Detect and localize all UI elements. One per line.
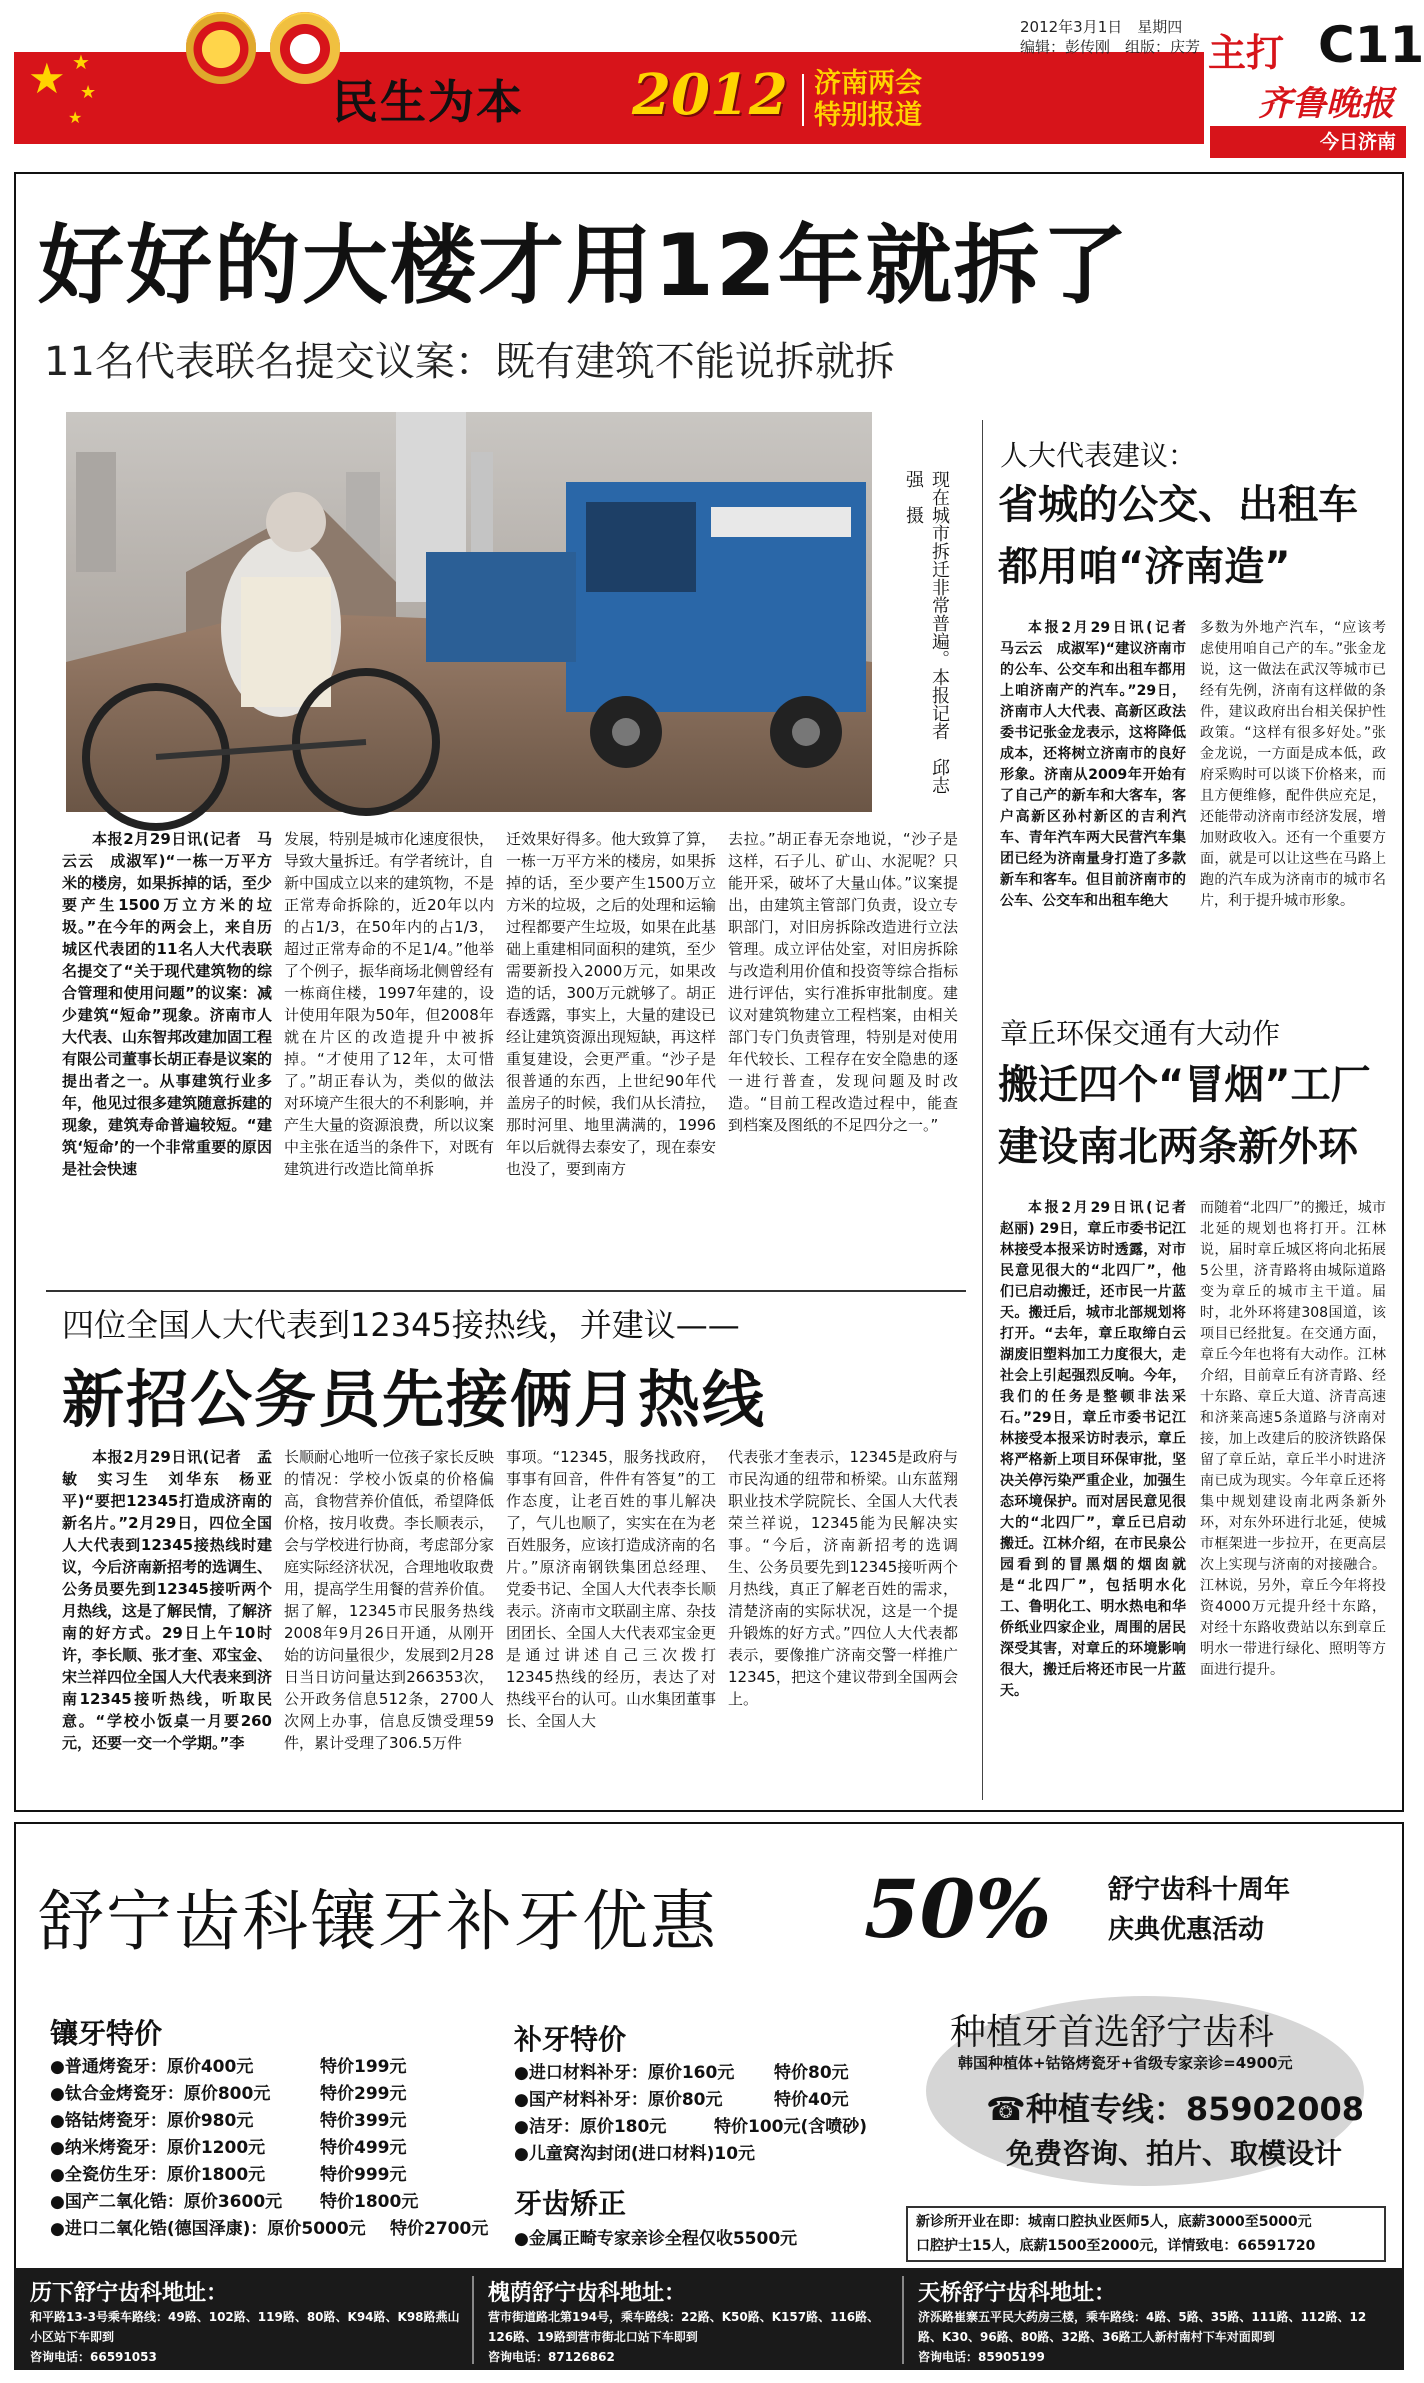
hotline-article-column: 代表张才奎表示，12345是政府与市民沟通的纽带和桥梁。山东蓝翔职业技术学院院长、全国人大代表荣兰祥说，12345能为民解决实事。“今后，济南新招考的选调生、公务员要先到12345接听两个月热线，真正了解老百姓的需求，清楚济南的实际状况，这是一个提升锻炼的好方式。”四位人大代表都表示，要像推广济南交警一样推广12345，把这个建议带到全国两会上。 (728, 1448, 958, 1708)
ad-address-divider (472, 2276, 474, 2364)
demolition-scene-photo (66, 412, 872, 812)
star-icon: ★ (80, 82, 97, 103)
price-item: ●铬钴烤瓷牙：原价980元 特价399元 (50, 2111, 407, 2131)
banner-special-line: 济南两会 (814, 68, 922, 99)
ad-ortho-item: ●金属正畸专家亲诊全程仅收5500元 (514, 2229, 798, 2249)
ad-denture-heading: 镶牙特价 (50, 2017, 163, 2050)
price-item: ●国产二氧化锆：原价3600元 特价1800元 (50, 2192, 419, 2212)
column-divider (982, 420, 983, 1800)
ad-anniversary-line: 庆典优惠活动 (1108, 1915, 1265, 1945)
hotline-article-column: 事项。“12345，服务找政府，事事有回音，件件有答复”的工作态度，让老百姓的事儿解决了，气儿也顺了，实实在在为老百姓服务，应该打造成济南的名片。”原济南钢铁集团总经理、党委书记、全国人大代表李长顺表示。济南市文联副主席、杂技团团长、全国人大代表邓宝金更是通过讲述自己三次拨打12345热线的经历，表达了对热线平台的认可。山水集团董事长、全国人大 (506, 1448, 717, 1730)
ad-recruitment-line: 口腔护士15人，底薪1500至2000元，详情致电：66591720 (916, 2238, 1316, 2254)
lead-headline: 好好的大楼才用12年就拆了 (38, 216, 1130, 316)
side2-kicker: 章丘环保交通有大动作 (1000, 1017, 1281, 1050)
side2-headline-line: 搬迁四个“冒烟”工厂 (998, 1062, 1371, 1108)
ad-address-lixia (30, 2276, 470, 2367)
news-photo (66, 412, 872, 812)
ad-implant-hotline: ☎种植专线：85902008 (986, 2090, 1364, 2128)
ad-anniversary-line: 舒宁齿科十周年 (1108, 1875, 1291, 1905)
ad-address-route: 和平路13-3号乘车路线：49路、102路、119路、80路、K94路、K98路燕山小区站下车即到 (30, 2310, 460, 2344)
ad-headline: 舒宁齿科镶牙补牙优惠 (38, 1883, 718, 1960)
ad-discount: 50% (864, 1862, 1052, 1956)
lead-article-column: 本报2月29日讯(记者 马云云 成淑军)“一栋一万平方米的楼房，如果拆掉的话，至少要产生1500万立方米的垃圾。”在今年的两会上，来自历城区代表团的11名人大代表联名提交了“关于现代建筑物的综合管理和使用问题”的议案：减少建筑“短命”现象。济南市人大代表、山东智邦改建加固工程有限公司董事长胡正春是议案的提出者之一。从事建筑行业多年，他见过很多建筑随意拆建的现象，建筑寿命普遍较短。“建筑‘短命’的一个非常重要的原因是社会快速 (62, 830, 273, 1178)
ad-address-phone: 咨询电话：87126862 (488, 2350, 615, 2364)
ad-denture-list (50, 2054, 488, 2243)
hotline-kicker: 四位全国人大代表到12345接热线，并建议—— (62, 1306, 740, 1344)
side2-article-column: 本报2月29日讯(记者 赵丽) 29日，章丘市委书记江林接受本报采访时透露，对市民意见很大的“北四厂”，他们已启动搬迁，还市民一片蓝天。搬迁后，城市北部规划将打开。“去年，章丘取缔白云湖废旧塑料加工力度很大，走社会上引起强烈反响。今年，我们的任务是整顿非法采石。”29日，章丘市委书记江林接受本报采访时表示，章丘将严格新上项目环保审批，坚决关停污染严重企业，加强生态环境保护。而对居民意见很大的“北四厂”，章丘已启动搬迁。江林介绍，在市民泉公园看到的冒黑烟的烟囱就是“北四厂”，包括明水化工、鲁明化工、明水热电和华侨纸业四家企业，周围的居民深受其害，对章丘的环境影响很大，搬迁后将还市民一片蓝天。 (1000, 1200, 1200, 1699)
ad-address-heading: 历下舒宁齿科地址： (30, 2281, 229, 2306)
price-item: ●国产材料补牙：原价80元 特价40元 (514, 2090, 849, 2110)
side1-headline-line: 都用咱“济南造” (998, 544, 1291, 590)
ad-address-heading: 天桥舒宁齿科地址： (918, 2281, 1117, 2306)
banner-special-line: 特别报道 (814, 100, 922, 131)
ad-address-tianqiao (918, 2276, 1388, 2367)
star-icon: ★ (72, 50, 90, 74)
hotline-headline: 新招公务员先接俩月热线 (62, 1363, 767, 1436)
photo-caption: 现在城市拆迁非常普遍。本报记者 邱志强 摄 (903, 470, 950, 794)
price-item: ●洁牙：原价180元 特价100元(含喷砂) (514, 2117, 868, 2137)
lead-article-column: 去拉。”胡正春无奈地说，“沙子是这样，石子儿、矿山、水泥呢？只能开采，破坏了大量山体。”议案提出，由建筑主管部门负责，设立专职部门，对旧房拆除改造进行立法管理。成立评估处室，对旧房拆除与改造利用价值和投资等综合指标进行评估，实行准拆审批制度。建议对建筑物建立工程档案，由相关部门专门负责管理，特别是对使用年代较长、工程存在安全隐患的逐一进行普查，发现问题及时改造。“目前工程改造过程中，能查到档案及图纸的不足四分之一。” (728, 830, 958, 1134)
newspaper-logo: 齐鲁晚报 (1258, 84, 1394, 124)
issue-date: 2012年3月1日 星期四 (1020, 18, 1183, 36)
price-item: ●普通烤瓷牙：原价400元 特价199元 (50, 2057, 407, 2077)
banner-title: 民生为本 (332, 75, 524, 129)
editor-credit: 编辑：彭传刚 组版：庆芳 (1020, 38, 1201, 56)
lead-subheadline: 11名代表联名提交议案：既有建筑不能说拆就拆 (44, 339, 895, 385)
ad-recruitment-line: 新诊所开业在即：城南口腔执业医师5人，底薪3000至5000元 (916, 2214, 1312, 2230)
side2-article-column: 而随着“北四厂”的搬迁，城市北延的规划也将打开。江林说，届时章丘城区将向北拓展5公里，济青路将由城际道路变为章丘的城市主干道。届时，北外环将建308国道，该项目已经批复。在交通方面，章丘今年也将有大动作。江林介绍，目前章丘有济青路、经十东路、章丘大道、济青高速和济莱高速5条道路与济南对接，加上改建后的胶济铁路保留了章丘站，章丘半小时进济南已成为现实。今年章丘还将集中规划建设南北两条新外环，对东外环进行北延，使城市框架进一步拉开，在更高层次上实现与济南的对接融合。江林说，另外，章丘今年将投资4000万元提升经十东路，对经十东路收费站以东到章丘明水一带进行绿化、照明等方面进行提升。 (1200, 1200, 1386, 1678)
ad-address-huaiyin (488, 2276, 888, 2367)
ad-implant-services: 免费咨询、拍片、取模设计 (1006, 2137, 1343, 2170)
hotline-article-column: 长顺耐心地听一位孩子家长反映的情况：学校小饭桌的价格偏高，食物营养价值低，希望降低价格，按月收费。李长顺表示，会与学校进行协商，考虑部分家庭实际经济状况，合理地收取费用，提高学生用餐的营养价值。据了解，12345市民服务热线2008年9月26日开通，从刚开始的访问量很少，发展到2月28日当日访问量达到266353次，公开政务信息512条，2700人次网上办事，信息反馈受理59件，累计受理了306.5万件 (284, 1448, 495, 1752)
banner-year: 2012 (632, 62, 788, 128)
section-name: 主打 (1208, 31, 1285, 75)
side2-headline (998, 1054, 1371, 1178)
ad-implant-package: 韩国种植体+钴铬烤瓷牙+省级专家亲诊=4900元 (958, 2054, 1293, 2072)
side1-headline-line: 省城的公交、出租车 (998, 482, 1358, 528)
star-icon: ★ (28, 54, 66, 103)
ad-address-divider (902, 2276, 904, 2364)
lead-article-column: 迁效果好得多。他大致算了算，一栋一万平方米的楼房，如果拆掉的话，至少要产生1500万立方米的垃圾，之后的处理和运输过程都要产生垃圾，如果在此基础上重建相同面积的建筑，至少需要新投入2000万元，如果改造的话，300万元就够了。胡正春透露，事实上，大量的建设已经让建筑资源出现短缺，再这样重复建设，会更严重。“沙子是很普通的东西，上世纪90年代盖房子的时候，我们从长清拉，那时河里、地里满满的，1996年以后就得去泰安了，现在泰安也没了，要到南方 (506, 830, 717, 1178)
price-item: ●全瓷仿生牙：原价1800元 特价999元 (50, 2165, 407, 2185)
star-icon: ★ (68, 108, 83, 127)
price-item: ●进口材料补牙：原价160元 特价80元 (514, 2063, 849, 2083)
section-rule (46, 1290, 966, 1292)
ad-implant-title: 种植牙首选舒宁齿科 (950, 2012, 1275, 2053)
ad-recruitment-box (906, 2206, 1386, 2262)
ad-address-phone: 咨询电话：85905199 (918, 2350, 1045, 2364)
ad-address-route: 济泺路崔寨五平民大药房三楼，乘车路线：4路、5路、35路、111路、112路、12路、K30、96路、80路、32路、36路工人新村南村下车对面即到 (918, 2310, 1367, 2344)
ad-address-heading: 槐荫舒宁齿科地址： (488, 2281, 687, 2306)
side2-headline-line: 建设南北两条新外环 (998, 1124, 1358, 1170)
ad-ortho-heading: 牙齿矫正 (514, 2187, 627, 2220)
ad-filling-heading: 补牙特价 (514, 2023, 627, 2056)
side1-article-column: 本报2月29日讯(记者 马云云 成淑军)“建议济南市的公车、公交车和出租车都用上咱济南产的汽车。”29日，济南市人大代表、高新区政法委书记张金龙表示，这将降低成本，还将树立济南市的良好形象。济南从2009年开始有了自己产的新车和大客车，客户高新区孙村新区的吉利汽车、青年汽车两大民营汽车集团已经为济南量身打造了多款新车和客车。但目前济南市的公车、公交车和出租车绝大 (1000, 620, 1200, 909)
side1-headline (998, 474, 1358, 598)
ad-address-route: 营市街道路北第194号，乘车路线：22路、K50路、K157路、116路、126路、19路到营市街北口站下车即到 (488, 2310, 880, 2344)
page-number: C11 (1318, 16, 1424, 74)
cppcc-emblem-icon (270, 14, 340, 84)
hotline-article-column: 本报2月29日讯(记者 孟敏 实习生 刘华东 杨亚平)“要把12345打造成济南的新名片。”2月29日，四位全国人大代表到12345接热线时建议，今后济南新招考的选调生、公务员要先到12345接听两个月热线，这是了解民情，了解济南的好方式。29日上午10时许，李长顺、张才奎、邓宝金、宋兰祥四位全国人大代表来到济南12345接听热线，听取民意。“学校小饭桌一月要260元，还要一交一个学期。”李 (62, 1448, 273, 1752)
price-item: ●纳米烤瓷牙：原价1200元 特价499元 (50, 2138, 407, 2158)
side1-kicker: 人大代表建议： (1000, 439, 1197, 472)
ad-anniversary (1108, 1870, 1290, 1950)
price-item: ●进口二氧化锆(德国泽康)：原价5000元 特价2700元 (50, 2219, 489, 2239)
lead-article-column: 发展，特别是城市化速度很快，导致大量拆迁。有学者统计，自新中国成立以来的建筑物，不是正常寿命拆除的，近20年以内的占1/3，在50年内的占1/3，超过正常寿命的不足1/4。”他举了个例子，振华商场北侧曾经有一栋商住楼，1997年建的，设计使用年限为50年，但2008年就在片区的改造提升中被拆掉。“才使用了12年，太可惜了。”胡正春认为，类似的做法对环境产生很大的不利影响，并产生大量的资源浪费，所以议案中主张在适当的条件下，对既有建筑进行改造比简单拆 (284, 830, 495, 1178)
ad-address-phone: 咨询电话：66591053 (30, 2350, 157, 2364)
section-tag: 今日济南 (1210, 126, 1406, 158)
national-emblem-icon (186, 14, 256, 84)
price-item: ●儿童窝沟封闭(进口材料)10元 (514, 2144, 756, 2164)
ad-filling-list (514, 2060, 867, 2168)
price-item: ●钛合金烤瓷牙：原价800元 特价299元 (50, 2084, 407, 2104)
banner-divider (802, 74, 804, 126)
banner-special-report (814, 68, 922, 132)
side1-article-column: 多数为外地产汽车，“应该考虑使用咱自己产的车。”张金龙说，这一做法在武汉等城市已经有先例，济南有这样做的条件，建议政府出台相关保护性政策。“这样有很多好处。”张金龙说，一方面是成本低，政府采购时可以谈下价格来，而且方便维修，配件供应充足，还能带动济南市经济发展，增加财政收入。还有一个重要方面，就是可以让这些在马路上跑的汽车成为济南市的城市名片，利于提升城市形象。 (1200, 620, 1386, 909)
